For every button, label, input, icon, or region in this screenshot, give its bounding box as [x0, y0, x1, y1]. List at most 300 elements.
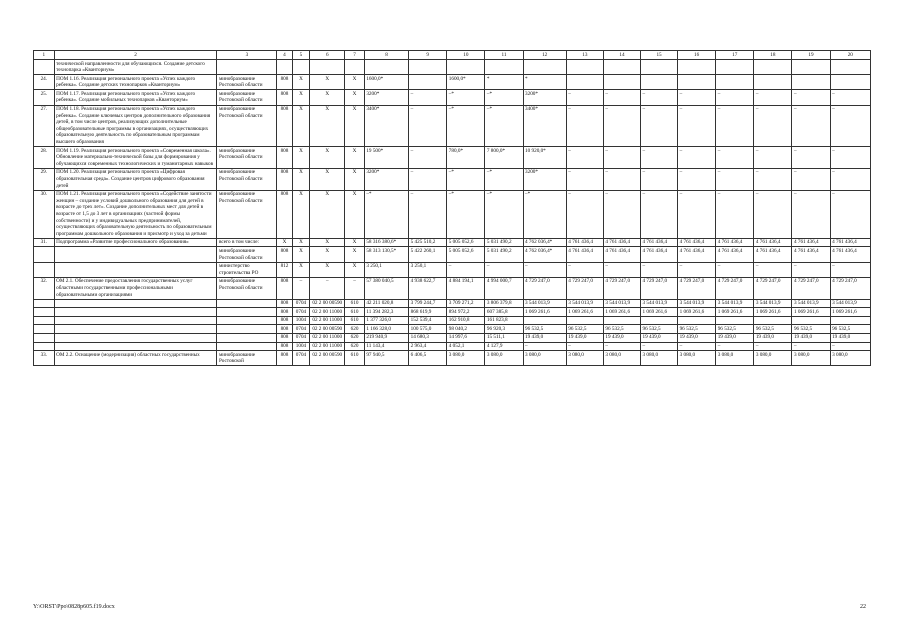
- table-cell: ОМ 2.1. Обеспечение предоставления государственных услуг областными государственными профессиональными образовательными организациями: [54, 277, 217, 299]
- table-cell: –: [716, 147, 754, 169]
- table-cell: минобразование Ростовской области: [217, 75, 277, 90]
- table-cell: минобразование Ростовской области: [217, 190, 277, 238]
- column-number-header: 8: [364, 51, 408, 60]
- document-file-path: Y:\ORST\Ppo\0828p605.f19.docx: [33, 604, 115, 610]
- table-cell: 19 439,0: [678, 333, 716, 342]
- table-cell: ПОМ 1.19. Реализация регионального проекта «Современная школа». Обновление материально-технической базы для формирования у обучающихся современных технологических и гуманитарных навыков: [54, 147, 217, 169]
- table-cell: 14 997,6: [447, 333, 485, 342]
- table-cell: 610: [345, 308, 365, 317]
- table-cell: –: [754, 190, 792, 238]
- table-cell: Х: [292, 262, 310, 277]
- table-cell: Х: [345, 147, 365, 169]
- table-cell: 780,0*: [447, 147, 485, 169]
- table-cell: –*: [485, 90, 523, 105]
- table-cell: 3 250,1: [409, 262, 447, 277]
- table-cell: Х: [310, 262, 345, 277]
- table-cell: 4 761 436,4: [830, 238, 870, 247]
- column-number-header: 17: [716, 51, 754, 60]
- table-cell: –: [566, 147, 603, 169]
- table-cell: 610: [345, 351, 365, 366]
- table-cell: 808: [277, 351, 292, 366]
- table-cell: [310, 60, 345, 75]
- table-cell: Х: [292, 75, 310, 90]
- table-cell: 1004: [292, 316, 310, 325]
- table-cell: –*: [447, 105, 485, 147]
- table-cell: 808: [277, 75, 292, 90]
- column-number-header: 16: [678, 51, 716, 60]
- table-cell: 808: [277, 325, 292, 334]
- table-cell: [364, 60, 408, 75]
- table-cell: 14 680,3: [409, 333, 447, 342]
- table-cell: минобразование Ростовской области: [217, 105, 277, 147]
- table-cell: –*: [364, 190, 408, 238]
- table-cell: 02 2 00 00590: [310, 351, 345, 366]
- table-cell: 32.: [34, 277, 55, 299]
- table-cell: –: [603, 105, 640, 147]
- table-cell: 4 761 436,4: [792, 238, 830, 247]
- table-cell: [485, 60, 523, 75]
- table-cell: –: [566, 105, 603, 147]
- table-cell: Х: [345, 168, 365, 190]
- table-cell: [716, 316, 754, 325]
- table-cell: [792, 60, 830, 75]
- table-row: [34, 75, 871, 90]
- table-cell: –*: [447, 190, 485, 238]
- table-cell: –: [566, 168, 603, 190]
- table-cell: 3 080,0: [754, 351, 792, 366]
- table-cell: 19 439,0: [716, 333, 754, 342]
- table-cell: –: [345, 277, 365, 299]
- table-cell: Х: [310, 247, 345, 262]
- table-cell: 808: [277, 308, 292, 317]
- column-number-header: 20: [830, 51, 870, 60]
- table-cell: Х: [292, 147, 310, 169]
- table-cell: –: [409, 190, 447, 238]
- table-cell: 57 380 040,5: [364, 277, 408, 299]
- table-cell: 19 439,0: [566, 333, 603, 342]
- table-cell: [603, 316, 640, 325]
- table-cell: –: [566, 262, 603, 277]
- table-cell: всего в том числе:: [217, 238, 277, 247]
- table-cell: 3 709 271,2: [447, 299, 485, 308]
- table-cell: –: [792, 262, 830, 277]
- table-cell: [754, 60, 792, 75]
- table-row: [34, 105, 871, 147]
- table-cell: 33.: [34, 351, 55, 366]
- table-cell: [34, 308, 55, 317]
- table-cell: 58 316 380,6*: [364, 238, 408, 247]
- table-cell: 808: [277, 247, 292, 262]
- table-cell: –: [830, 147, 870, 169]
- table-cell: 96 532,5: [830, 325, 870, 334]
- table-row: [34, 308, 871, 317]
- table-cell: 3 080,0: [566, 351, 603, 366]
- table-cell: 02 2 00 00590: [310, 299, 345, 308]
- table-cell: 3 080,0: [523, 351, 566, 366]
- table-cell: 808: [277, 342, 292, 351]
- table-cell: 4 729 247,0: [523, 277, 566, 299]
- table-cell: 3 544 013,9: [754, 299, 792, 308]
- table-cell: [34, 325, 55, 334]
- table-cell: 0704: [292, 325, 310, 334]
- table-cell: –: [485, 262, 523, 277]
- table-cell: 162 910,8: [447, 316, 485, 325]
- table-row: [34, 238, 871, 247]
- table-cell: [523, 60, 566, 75]
- table-cell: –: [310, 277, 345, 299]
- table-row: [34, 247, 871, 262]
- table-cell: Х: [292, 238, 310, 247]
- table-cell: –: [523, 262, 566, 277]
- table-cell: Х: [310, 168, 345, 190]
- table-cell: 1 166 328,0: [364, 325, 408, 334]
- table-cell: [277, 60, 292, 75]
- table-cell: 152 539,4: [409, 316, 447, 325]
- table-cell: 3 799 244,7: [409, 299, 447, 308]
- table-cell: 4 938 622,7: [409, 277, 447, 299]
- table-cell: Х: [310, 238, 345, 247]
- table-cell: 4 729 247,0: [603, 277, 640, 299]
- table-cell: –: [678, 105, 716, 147]
- table-cell: 1 069 261,6: [523, 308, 566, 317]
- table-cell: 3 544 013,9: [566, 299, 603, 308]
- table-cell: ПОМ 1.17. Реализация регионального проекта «Успех каждого ребенка». Создание мобильных технопарков «Кванториум»: [54, 90, 217, 105]
- table-cell: 96 532,5: [678, 325, 716, 334]
- table-cell: 5 425 510,2: [409, 238, 447, 247]
- table-cell: 219 940,9: [364, 333, 408, 342]
- table-cell: 1 069 261,6: [830, 308, 870, 317]
- table-cell: 19 439,0: [603, 333, 640, 342]
- table-cell: 100 575,0: [409, 325, 447, 334]
- table-cell: 19 500*: [364, 147, 408, 169]
- table-cell: 1 069 261,6: [792, 308, 830, 317]
- table-cell: 4 761 436,4: [830, 247, 870, 262]
- table-cell: 3 250,1: [364, 262, 408, 277]
- table-cell: 620: [345, 333, 365, 342]
- table-cell: 4 762 036,4*: [523, 238, 566, 247]
- column-number-header: 4: [277, 51, 292, 60]
- table-cell: –: [603, 342, 640, 351]
- table-cell: 4 761 436,4: [678, 238, 716, 247]
- table-cell: –*: [447, 90, 485, 105]
- column-number-header: 14: [603, 51, 640, 60]
- table-cell: 97 940,5: [364, 351, 408, 366]
- table-cell: 5 422 260,1: [409, 247, 447, 262]
- table-cell: 0704: [292, 333, 310, 342]
- table-cell: –: [409, 105, 447, 147]
- column-number-header: 18: [754, 51, 792, 60]
- table-cell: 96 920,3: [485, 325, 523, 334]
- table-cell: –: [754, 342, 792, 351]
- table-row: [34, 333, 871, 342]
- table-cell: –: [716, 262, 754, 277]
- table-cell: 4 761 436,4: [716, 238, 754, 247]
- table-cell: 868 619,9: [409, 308, 447, 317]
- table-cell: Х: [310, 147, 345, 169]
- table-cell: 24.: [34, 75, 55, 90]
- table-cell: Х: [292, 190, 310, 238]
- table-cell: 96 532,5: [603, 325, 640, 334]
- table-row: [34, 277, 871, 299]
- table-cell: –: [678, 262, 716, 277]
- table-cell: 19 439,0: [754, 333, 792, 342]
- table-row: [34, 299, 871, 308]
- table-cell: –: [716, 190, 754, 238]
- table-cell: 1004: [292, 342, 310, 351]
- page-number: 22: [860, 604, 866, 610]
- table-cell: [34, 247, 55, 262]
- table-cell: Х: [345, 105, 365, 147]
- table-cell: 2 963,4: [409, 342, 447, 351]
- table-cell: 4 994 000,7: [485, 277, 523, 299]
- table-cell: Х: [345, 247, 365, 262]
- table-cell: [54, 342, 217, 351]
- table-cell: 1 069 261,6: [566, 308, 603, 317]
- table-cell: Х: [345, 75, 365, 90]
- table-cell: [54, 299, 217, 308]
- table-cell: 96 532,5: [566, 325, 603, 334]
- table-cell: [792, 75, 830, 90]
- table-cell: минобразование Ростовской: [217, 351, 277, 366]
- table-cell: министерство строительства РО: [217, 262, 277, 277]
- table-cell: 30.: [34, 190, 55, 238]
- table-cell: 6 406,5: [409, 351, 447, 366]
- table-cell: [678, 75, 716, 90]
- table-cell: –: [716, 342, 754, 351]
- table-cell: 812: [277, 262, 292, 277]
- table-cell: –: [716, 90, 754, 105]
- table-cell: 4 761 436,4: [716, 247, 754, 262]
- table-cell: –: [716, 168, 754, 190]
- table-cell: –*: [485, 190, 523, 238]
- table-body: [34, 60, 871, 366]
- table-cell: –: [678, 342, 716, 351]
- table-cell: –: [792, 147, 830, 169]
- table-cell: 4 762 036,4*: [523, 247, 566, 262]
- table-cell: 96 532,5: [523, 325, 566, 334]
- table-cell: [217, 333, 277, 342]
- table-cell: –*: [485, 105, 523, 147]
- table-row: [34, 325, 871, 334]
- column-number-header: 1: [34, 51, 55, 60]
- table-cell: минобразование Ростовской области: [217, 168, 277, 190]
- table-cell: 31.: [34, 238, 55, 247]
- table-cell: технической направленности для обучающихся. Создание детского технопарка «Кванториум»: [54, 60, 217, 75]
- table-cell: 02 2 00 11000: [310, 308, 345, 317]
- table-cell: 19 439,0: [792, 333, 830, 342]
- table-cell: Подпрограмма «Развитие профессионального образования»: [54, 238, 217, 247]
- table-cell: 3 544 013,9: [792, 299, 830, 308]
- table-row: [34, 262, 871, 277]
- table-cell: 4 052,1: [447, 342, 485, 351]
- table-cell: –: [716, 105, 754, 147]
- table-cell: [523, 316, 566, 325]
- table-cell: 4 729 247,0: [678, 277, 716, 299]
- table-cell: [34, 342, 55, 351]
- column-number-header: 3: [217, 51, 277, 60]
- table-cell: 5 031 490,2: [485, 247, 523, 262]
- table-cell: ПОМ 1.21. Реализация регионального проекта «Содействие занятости женщин – создание условий дошкольного образования для детей в возрасте до трех лет». Создание дополнительных мест для детей в возрасте от 1,5 до 3 лет в организациях (частной формы собственности) и у индивидуальных предпринимателей, осуществляющих образовательную деятельность по образовательным программам дошкольного образования и присмотр и уход за детьми: [54, 190, 217, 238]
- table-cell: 1 069 261,6: [754, 308, 792, 317]
- table-cell: 3 080,0: [792, 351, 830, 366]
- table-cell: 96 532,5: [792, 325, 830, 334]
- table-cell: 1 069 261,6: [716, 308, 754, 317]
- table-cell: [830, 60, 870, 75]
- table-cell: 3200*: [364, 168, 408, 190]
- table-cell: –: [292, 277, 310, 299]
- column-number-header: 7: [345, 51, 365, 60]
- table-cell: 96 532,5: [640, 325, 677, 334]
- table-cell: 1 069 261,6: [678, 308, 716, 317]
- table-cell: Х: [345, 262, 365, 277]
- table-cell: ПОМ 1.20. Реализация регионального проекта «Цифровая образовательная среда». Создание центров цифрового образования детей: [54, 168, 217, 190]
- table-cell: 1600,0*: [364, 75, 408, 90]
- table-cell: 4 729 247,0: [716, 277, 754, 299]
- table-cell: 808: [277, 299, 292, 308]
- table-cell: 3 544 013,9: [523, 299, 566, 308]
- table-cell: –: [792, 190, 830, 238]
- column-number-header: 13: [566, 51, 603, 60]
- table-cell: [409, 60, 447, 75]
- table-cell: 27.: [34, 105, 55, 147]
- table-cell: –*: [523, 190, 566, 238]
- table-cell: 3 080,0: [640, 351, 677, 366]
- table-cell: 19 439,0: [640, 333, 677, 342]
- table-cell: 808: [277, 147, 292, 169]
- table-row: [34, 60, 871, 75]
- column-number-header: 6: [310, 51, 345, 60]
- table-cell: 808: [277, 190, 292, 238]
- table-cell: [217, 325, 277, 334]
- column-number-header: 11: [485, 51, 523, 60]
- table-cell: 19 439,0: [523, 333, 566, 342]
- table-cell: Х: [310, 75, 345, 90]
- table-cell: –: [792, 105, 830, 147]
- table-cell: 808: [277, 168, 292, 190]
- table-cell: 11 143,4: [364, 342, 408, 351]
- table-cell: 4 761 436,4: [603, 247, 640, 262]
- table-cell: 3 080,0: [716, 351, 754, 366]
- table-cell: –: [409, 147, 447, 169]
- table-cell: 02 2 00 11000: [310, 342, 345, 351]
- table-cell: 808: [277, 277, 292, 299]
- table-cell: 4 761 436,4: [678, 247, 716, 262]
- column-number-header: 9: [409, 51, 447, 60]
- table-cell: [54, 333, 217, 342]
- table-cell: 0704: [292, 299, 310, 308]
- table-cell: –: [409, 168, 447, 190]
- table-cell: 1 069 261,6: [640, 308, 677, 317]
- table-cell: 3200*: [523, 168, 566, 190]
- table-cell: [34, 60, 55, 75]
- table-cell: 808: [277, 90, 292, 105]
- table-cell: 607 385,8: [485, 308, 523, 317]
- table-cell: [217, 60, 277, 75]
- table-row: [34, 351, 871, 366]
- table-cell: [716, 60, 754, 75]
- table-cell: 96 532,5: [754, 325, 792, 334]
- table-cell: 610: [345, 299, 365, 308]
- table-cell: 3 806 379,8: [485, 299, 523, 308]
- table-cell: 3200*: [523, 90, 566, 105]
- table-cell: 3 080,0: [447, 351, 485, 366]
- table-cell: –: [754, 90, 792, 105]
- table-cell: [754, 316, 792, 325]
- table-cell: –: [523, 342, 566, 351]
- table-cell: [566, 316, 603, 325]
- table-cell: [217, 316, 277, 325]
- table-cell: 02 2 00 00590: [310, 325, 345, 334]
- table-cell: [447, 60, 485, 75]
- table-cell: 808: [277, 333, 292, 342]
- table-cell: –: [678, 190, 716, 238]
- table-cell: ПОМ 1.18. Реализация регионального проекта «Успех каждого ребенка». Создание ключевых центров дополнительного образования детей, в том числе центров, реализующих дополнительные общеобразовательные программы в организациях, осуществляющих образовательную деятельность по образовательным программам высшего образования: [54, 105, 217, 147]
- table-cell: 42 211 020,8: [364, 299, 408, 308]
- table-cell: [678, 316, 716, 325]
- table-cell: Х: [292, 90, 310, 105]
- table-cell: 4 729 247,0: [566, 277, 603, 299]
- table-cell: [603, 75, 640, 90]
- table-cell: Х: [292, 105, 310, 147]
- budget-table: [33, 50, 871, 366]
- table-cell: *: [523, 75, 566, 90]
- table-cell: 3 544 013,9: [603, 299, 640, 308]
- table-cell: [217, 342, 277, 351]
- table-cell: 3 080,0: [485, 351, 523, 366]
- column-number-header: 19: [792, 51, 830, 60]
- table-cell: –: [754, 105, 792, 147]
- table-cell: 5 005 052,6: [447, 247, 485, 262]
- table-cell: Х: [310, 190, 345, 238]
- table-cell: [217, 299, 277, 308]
- table-row: [34, 190, 871, 238]
- table-cell: –: [640, 168, 677, 190]
- table-cell: минобразование Ростовской области: [217, 90, 277, 105]
- table-cell: –: [640, 190, 677, 238]
- table-cell: –: [640, 90, 677, 105]
- table-cell: 161 823,8: [485, 316, 523, 325]
- table-cell: 3 544 013,9: [830, 299, 870, 308]
- table-cell: 4 884 194,1: [447, 277, 485, 299]
- table-cell: –: [792, 168, 830, 190]
- table-cell: минобразование Ростовской области: [217, 247, 277, 262]
- table-cell: –: [603, 90, 640, 105]
- table-cell: [603, 60, 640, 75]
- table-cell: –*: [485, 168, 523, 190]
- table-cell: –: [640, 262, 677, 277]
- table-cell: 10 920,0*: [523, 147, 566, 169]
- table-cell: [409, 75, 447, 90]
- table-cell: 1 377 326,0: [364, 316, 408, 325]
- table-cell: 3200*: [364, 90, 408, 105]
- table-cell: [34, 262, 55, 277]
- table-cell: 4 729 247,0: [830, 277, 870, 299]
- table-cell: 894 972,2: [447, 308, 485, 317]
- table-row: [34, 147, 871, 169]
- table-cell: 02 2 00 11000: [310, 333, 345, 342]
- table-cell: 0704: [292, 351, 310, 366]
- table-cell: [830, 316, 870, 325]
- table-cell: Х: [310, 90, 345, 105]
- table-cell: –: [603, 168, 640, 190]
- table-cell: 0704: [292, 308, 310, 317]
- table-cell: 3 544 013,9: [716, 299, 754, 308]
- column-number-header: 2: [54, 51, 217, 60]
- table-cell: –: [678, 168, 716, 190]
- table-cell: 4 127,9: [485, 342, 523, 351]
- table-cell: [34, 299, 55, 308]
- table-cell: [54, 308, 217, 317]
